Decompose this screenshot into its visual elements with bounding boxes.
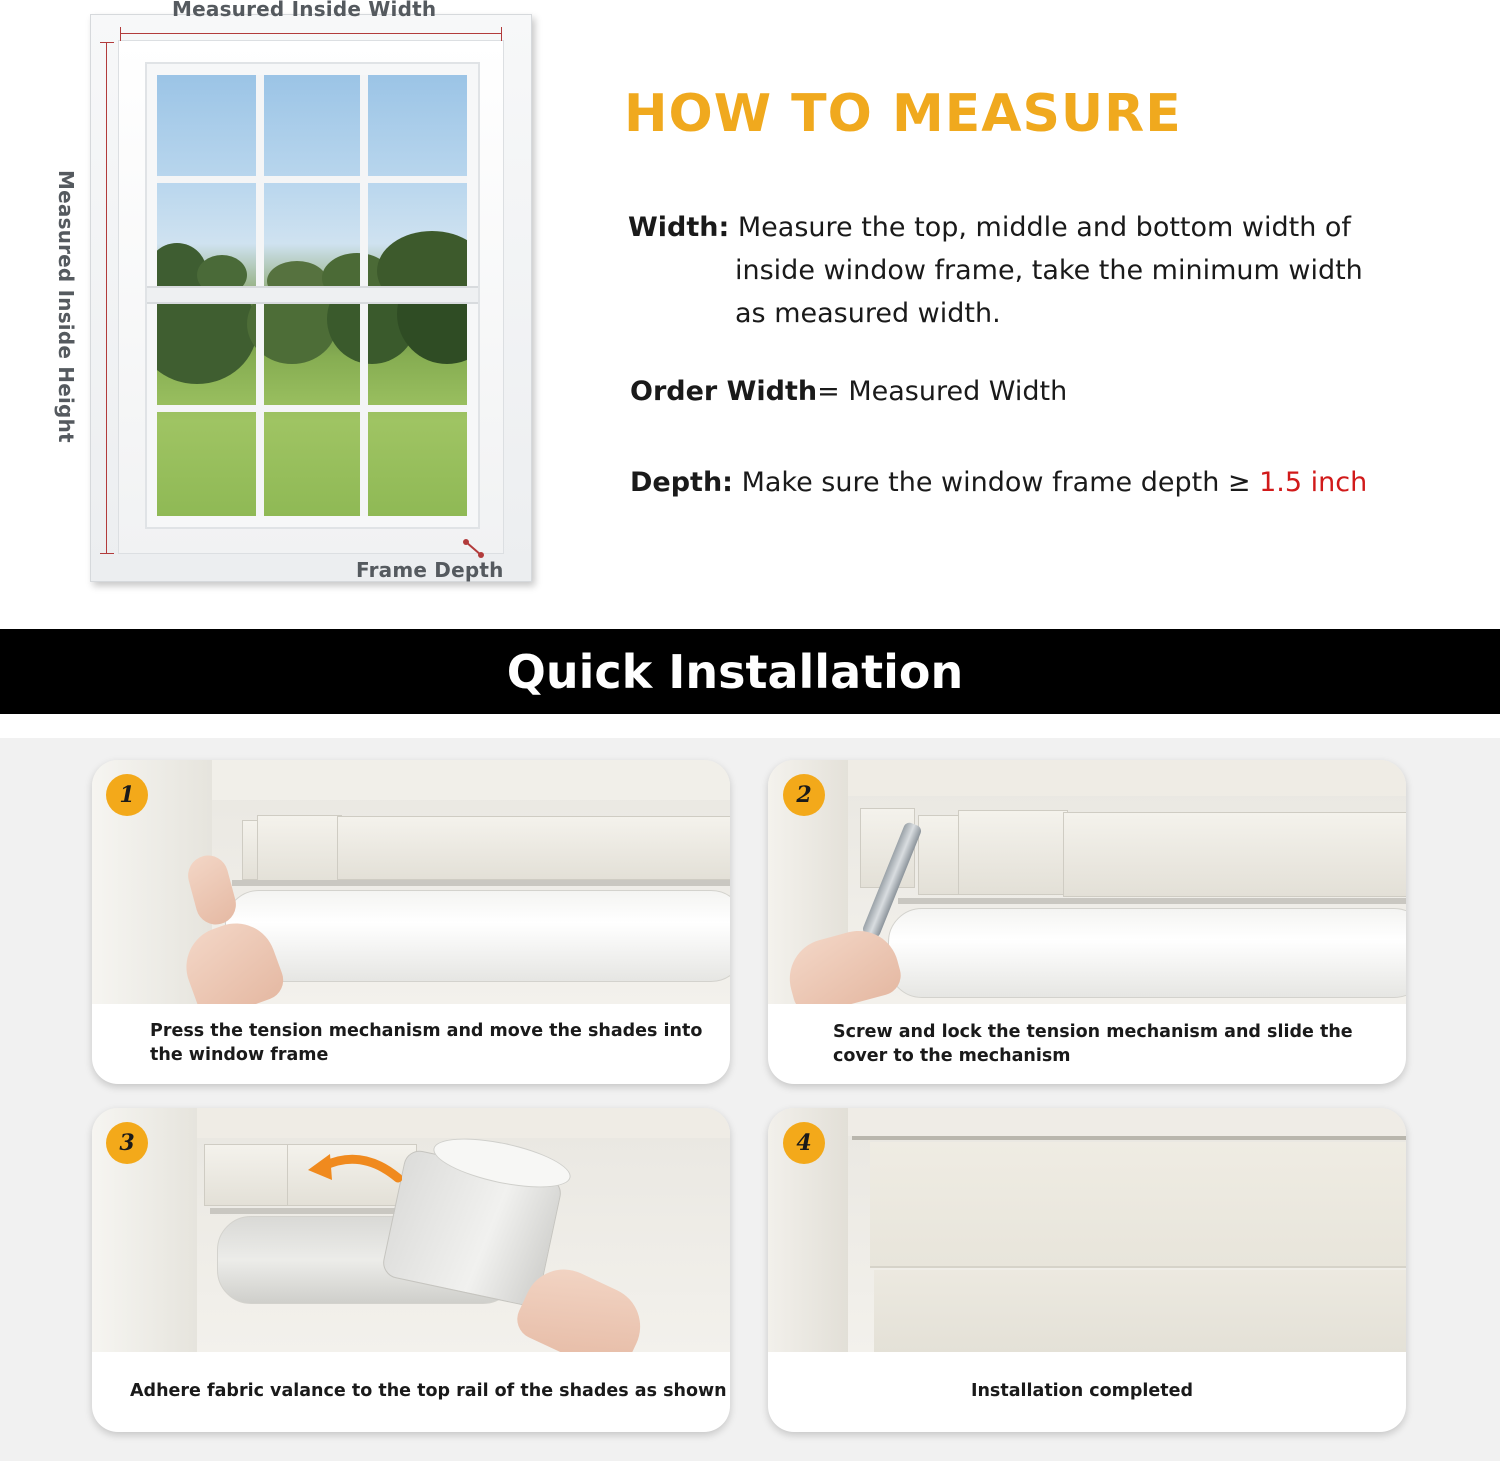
step-4-badge: 4 (783, 1122, 825, 1164)
step-2-caption-line2: cover to the mechanism (833, 1046, 1071, 1066)
quick-installation-banner (0, 629, 1500, 714)
step-4-caption-line1: Installation completed (970, 1381, 1194, 1401)
step-1-caption (92, 1004, 730, 1084)
mullion (157, 405, 467, 412)
width-label: Width: (628, 212, 730, 243)
frame-depth-label: Frame Depth (356, 558, 504, 582)
width-text-line2: inside window frame, take the minimum width (735, 255, 1363, 286)
how-to-measure-title: HOW TO MEASURE (624, 84, 1182, 144)
measured-height-label-wrap (50, 170, 80, 443)
depth-label: Depth: (630, 467, 733, 498)
measured-width-label: Measured Inside Width (172, 0, 437, 21)
order-width-instruction (630, 370, 1067, 413)
step-2-caption-line1: Screw and lock the tension mechanism and slide the (833, 1022, 1353, 1042)
step-2-photo (768, 760, 1406, 1004)
order-width-label: Order Width (630, 376, 818, 407)
width-instruction (628, 206, 1428, 329)
width-dimension-line (120, 27, 502, 41)
depth-text: Make sure the window frame depth ≥ (741, 467, 1260, 498)
measured-height-label: Measured Inside Height (54, 170, 78, 443)
install-step-card-3 (92, 1108, 730, 1432)
height-dimension-line (100, 42, 114, 554)
window-measure-diagram (0, 0, 600, 610)
step-1-caption-line2: the window frame (150, 1045, 329, 1065)
mullion (157, 176, 467, 183)
width-text-line3: as measured width. (735, 298, 1001, 329)
install-step-card-1 (92, 760, 730, 1084)
meeting-rail (147, 286, 478, 304)
depth-value: 1.5 inch (1259, 467, 1368, 498)
install-step-card-2 (768, 760, 1406, 1084)
step-1-photo (92, 760, 730, 1004)
step-3-photo (92, 1108, 730, 1352)
depth-instruction (630, 461, 1367, 504)
order-width-text: = Measured Width (817, 376, 1068, 407)
step-1-badge: 1 (106, 774, 148, 816)
step-2-caption (768, 1004, 1406, 1084)
step-3-badge: 3 (106, 1122, 148, 1164)
width-text-cont (735, 249, 1435, 335)
depth-marker-icon (462, 538, 486, 560)
step-1-caption-line1: Press the tension mechanism and move the shades into (150, 1021, 703, 1041)
step-4-caption (768, 1352, 1406, 1432)
width-text-line1: Measure the top, middle and bottom width of (737, 212, 1351, 243)
step-4-photo (768, 1108, 1406, 1352)
arrow-left-icon (302, 1148, 402, 1188)
step-2-badge: 2 (783, 774, 825, 816)
quick-installation-title: Quick Installation (506, 644, 964, 699)
install-step-card-4 (768, 1108, 1406, 1432)
step-3-caption-line1: Adhere fabric valance to the top rail of the shades as shown (130, 1381, 727, 1401)
step-3-caption (92, 1352, 730, 1432)
